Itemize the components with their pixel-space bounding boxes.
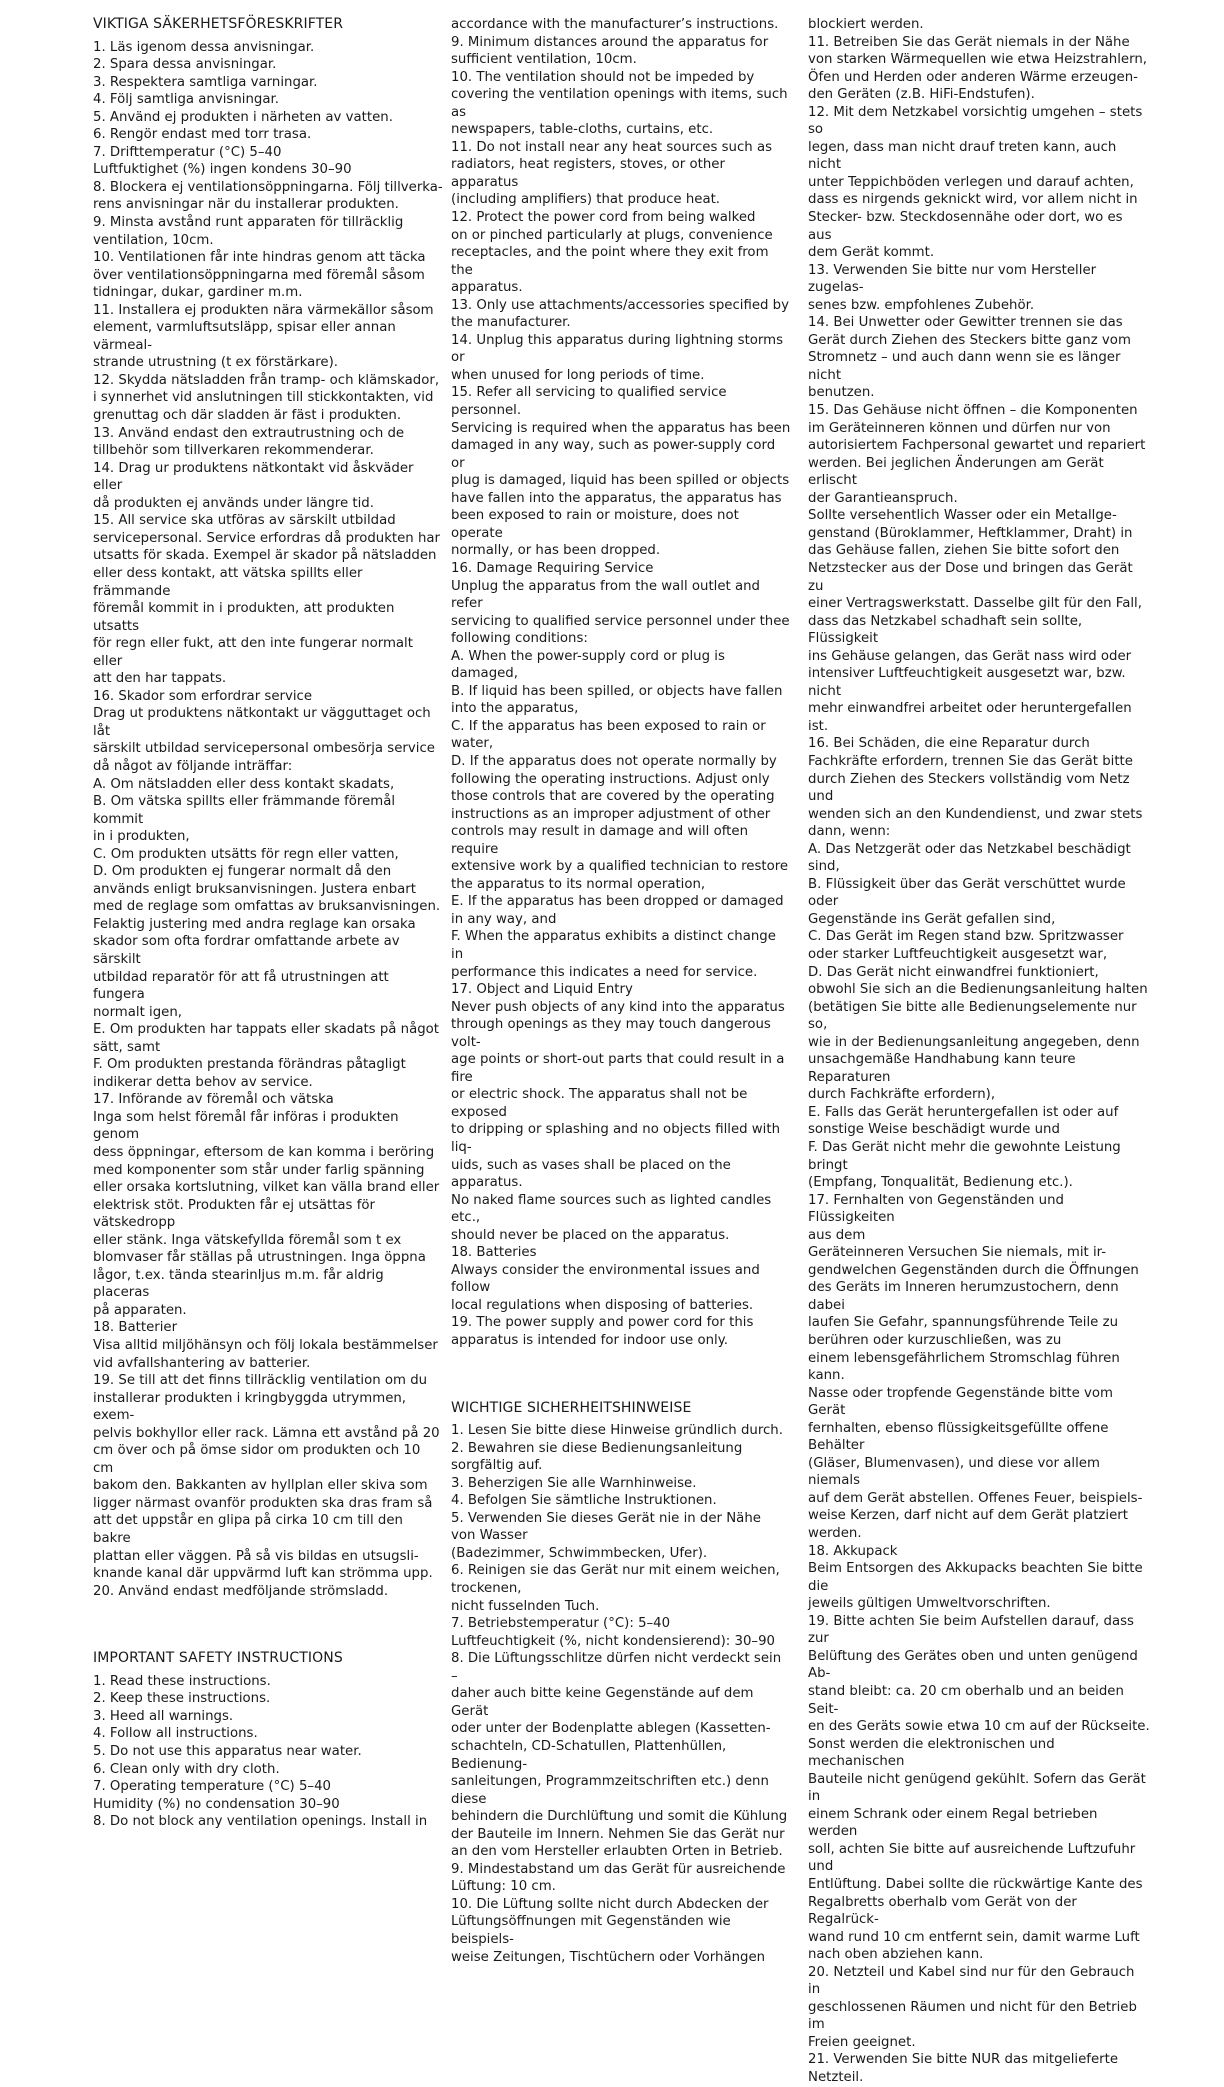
instruction-line: (including amplifiers) that produce heat. [451, 192, 721, 208]
instruction-line: der Garantieanspruch. [808, 490, 958, 506]
instruction-line: sanleitungen, Programmzeitschriften etc.) denn diese [451, 1774, 769, 1807]
instruction-line: A. Om nätsladden eller dess kontakt skadats, [93, 776, 395, 792]
instruction-line: 4. Följ samtliga anvisningar. [93, 92, 279, 108]
instruction-line: fernhalten, ebenso flüssigkeitsgefüllte offene Behälter [808, 1420, 1109, 1454]
instruction-line: Netzstecker aus der Dose und bringen das Gerät zu [808, 560, 1133, 594]
instruction-line: 18. Batterier [93, 1320, 178, 1336]
instruction-line: been exposed to rain or moisture, does not operate [451, 508, 739, 541]
instruction-line: genstand (Büroklammer, Heftklammer, Draht) in [808, 525, 1133, 541]
instruction-line: C. If the apparatus has been exposed to rain or [451, 718, 766, 734]
instruction-line: grenuttag och där sladden är fäst i produkten. [93, 408, 402, 424]
swedish-instructions [93, 39, 443, 1601]
instruction-line: durch Ziehen des Steckers vollständig vom Netz und [808, 771, 1130, 805]
instruction-line: 16. Bei Schäden, die eine Reparatur durch [808, 736, 1090, 752]
instruction-line: dann, wenn: [808, 824, 891, 840]
instruction-line: Sonst werden die elektronischen und mechanischen [808, 1736, 1055, 1770]
instruction-line: Humidity (%) no condensation 30–90 [93, 1796, 340, 1812]
instruction-line: 10. Ventilationen får inte hindras genom att täcka [93, 250, 426, 266]
instruction-line: 10. The ventilation should not be impeded by [451, 69, 755, 85]
instruction-line: water, [451, 736, 494, 752]
instruction-line: Always consider the environmental issues and follow [451, 1262, 760, 1296]
instruction-line: 11. Betreiben Sie das Gerät niemals in der Nähe [808, 34, 1130, 50]
instruction-line: wand rund 10 cm entfernt sein, damit warme Luft [808, 1929, 1140, 1945]
instruction-line: the manufacturer. [451, 315, 571, 331]
instruction-line: Luftfeuchtigkeit (%, nicht kondensierend): 30–90 [451, 1633, 776, 1649]
instruction-line: tidningar, dukar, gardiner m.m. [93, 285, 303, 301]
instruction-line: von starken Wärmequellen wie etwa Heizstrahlern, [808, 52, 1147, 68]
instruction-line: werden. [808, 1526, 862, 1542]
instruction-line: 5. Do not use this apparatus near water. [93, 1743, 362, 1759]
instruction-line: into the apparatus, [451, 701, 579, 717]
instruction-line: 7. Operating temperature (°C) 5–40 [93, 1779, 331, 1795]
instruction-line: servicing to qualified service personnel under thee [451, 613, 790, 629]
instruction-line: 19. The power supply and power cord for this [451, 1315, 754, 1331]
instruction-line: Never push objects of any kind into the apparatus [451, 999, 785, 1015]
instruction-line: 16. Damage Requiring Service [451, 560, 654, 576]
instruction-line: 1. Read these instructions. [93, 1673, 271, 1689]
instruction-line: 4. Follow all instructions. [93, 1726, 258, 1742]
instruction-line: 18. Batteries [451, 1245, 537, 1261]
instruction-line: oder starker Luftfeuchtigkeit ausgesetzt war, [808, 946, 1108, 962]
instruction-line: i synnerhet vid anslutningen till stickkontakten, vid [93, 390, 434, 406]
instruction-line: performance this indicates a need for service. [451, 964, 758, 980]
instruction-line: med komponenter som står under farlig spänning [93, 1162, 425, 1178]
instruction-line: tillbehör som tillverkaren rekommenderar. [93, 443, 374, 459]
instruction-line: obwohl Sie sich an die Bedienungsanleitung halten [808, 982, 1148, 998]
instruction-line: through openings as they may touch dangerous volt- [451, 1017, 771, 1050]
instruction-line: or electric shock. The apparatus shall not be exposed [451, 1087, 748, 1120]
instruction-line: blockiert werden. [808, 17, 924, 32]
instruction-line: ins Gehäuse gelangen, das Gerät nass wird oder [808, 648, 1132, 664]
instruction-line: F. Das Gerät nicht mehr die gewohnte Leistung bringt [808, 1140, 1121, 1173]
instruction-line: 2. Keep these instructions. [93, 1691, 271, 1707]
instruction-line: normally, or has been dropped. [451, 543, 661, 559]
instruction-line: särskilt utbildad servicepersonal ombesörja service [93, 741, 435, 757]
instruction-line: Beim Entsorgen des Akkupacks beachten Sie bitte die [808, 1561, 1143, 1594]
instruction-line: B. Om vätska spillts eller främmande föremål kommit [93, 794, 396, 827]
instruction-line: 6. Clean only with dry cloth. [93, 1761, 280, 1777]
english-instructions-part1 [93, 1673, 443, 1831]
instruction-line: (Empfang, Tonqualität, Bedienung etc.). [808, 1175, 1073, 1191]
instruction-line: 9. Mindestabstand um das Gerät für ausreichende [451, 1861, 786, 1877]
instruction-line: plattan eller väggen. På så vis bildas en utsugsli- [93, 1548, 419, 1564]
german-instructions-part2 [808, 16, 1150, 2087]
instruction-line: Servicing is required when the apparatus has been [451, 420, 791, 436]
instruction-line: legen, dass man nicht drauf treten kann, auch nicht [808, 139, 1117, 173]
instruction-line: nicht fusselnden Tuch. [451, 1598, 600, 1614]
instruction-line: those controls that are covered by the operating [451, 789, 775, 805]
instruction-line: 15. Das Gehäuse nicht öffnen – die Komponenten [808, 403, 1138, 419]
english-instructions-part2 [451, 16, 791, 1350]
instruction-line: över ventilationsöppningarna med föremål såsom [93, 267, 425, 283]
instruction-line: Felaktig justering med andra reglage kan orsaka [93, 916, 416, 932]
instruction-line: stand bleibt: ca. 20 cm oberhalb und an beiden Seit- [808, 1683, 1124, 1717]
instruction-line: 16. Skador som erfordrar service [93, 688, 313, 704]
instruction-line: senes bzw. empfohlenes Zubehör. [808, 297, 1035, 313]
instruction-line: following conditions: [451, 631, 588, 647]
instruction-line: 14. Bei Unwetter oder Gewitter trennen sie das [808, 315, 1123, 331]
instruction-line: should never be placed on the apparatus. [451, 1227, 730, 1243]
instruction-line: werden. Bei jeglichen Änderungen am Gerät erlischt [808, 455, 1104, 489]
instruction-line: Öfen und Herden oder anderen Wärme erzeugen- [808, 69, 1138, 85]
instruction-line: 5. Använd ej produkten i närheten av vatten. [93, 109, 393, 125]
instruction-line: 12. Mit dem Netzkabel vorsichtig umgehen – stets so [808, 104, 1143, 138]
instruction-line: radiators, heat registers, stoves, or other apparatus [451, 157, 725, 190]
instruction-line: ligger närmast ovanför produkten ska dras fram så [93, 1495, 433, 1511]
instruction-line: den Geräten (z.B. HiFi-Endstufen). [808, 87, 1035, 103]
instruction-line: 19. Bitte achten Sie beim Aufstellen darauf, dass zur [808, 1613, 1134, 1647]
instruction-line: strande utrustning (t ex förstärkare). [93, 355, 339, 371]
instruction-line: då produkten ej används under längre tid. [93, 495, 374, 511]
instruction-line: 4. Befolgen Sie sämtliche Instruktionen. [451, 1493, 717, 1509]
instruction-line: 1. Lesen Sie bitte diese Hinweise gründlich durch. [451, 1423, 783, 1439]
instruction-line: D. Om produkten ej fungerar normalt då den [93, 864, 392, 880]
instruction-line: Gerät durch Ziehen des Steckers bitte ganz vom [808, 332, 1131, 348]
instruction-line: eller dess kontakt, att vätska spillts eller främmande [93, 565, 363, 599]
instruction-line: 1. Läs igenom dessa anvisningar. [93, 39, 315, 55]
instruction-line: lågor, t.ex. tända stearinljus m.m. får aldrig placeras [93, 1267, 384, 1301]
instruction-line: normalt igen, [93, 1004, 183, 1020]
instruction-line: sufficient ventilation, 10cm. [451, 52, 637, 68]
instruction-line: sätt, samt [93, 1039, 161, 1055]
instruction-line: 17. Fernhalten von Gegenständen und Flüssigkeiten [808, 1192, 1064, 1226]
instruction-line: servicepersonal. Service erfordras då produkten har [93, 530, 441, 546]
instruction-line: E. Om produkten har tappats eller skadats på något [93, 1022, 440, 1038]
instruction-line: ventilation, 10cm. [93, 232, 214, 248]
instruction-line: sind, [808, 859, 840, 875]
instruction-line: 9. Minimum distances around the apparatus for [451, 34, 769, 50]
instruction-line: då något av följande inträffar: [93, 758, 293, 774]
instruction-line: C. Om produkten utsätts för regn eller vatten, [93, 846, 399, 862]
instruction-line: 20. Netzteil und Kabel sind nur für den Gebrauch in [808, 1964, 1135, 1998]
instruction-line: A. Das Netzgerät oder das Netzkabel beschädigt [808, 841, 1131, 857]
instruction-line: soll, achten Sie bitte auf ausreichende Luftzufuhr und [808, 1841, 1136, 1875]
instruction-line: 13. Använd endast den extrautrustning och de [93, 425, 405, 441]
instruction-line: Bauteile nicht genügend gekühlt. Sofern das Gerät in [808, 1771, 1146, 1805]
instruction-line: Regalbretts oberhalb vom Gerät von der Regalrück- [808, 1894, 1077, 1928]
instruction-line: (Gläser, Blumenvasen), und diese vor allem niemals [808, 1455, 1100, 1489]
instruction-line: der Bauteile im Innern. Nehmen Sie das Gerät nur [451, 1826, 785, 1842]
instruction-line: an den vom Hersteller erlaubten Orten in Betrieb. [451, 1844, 783, 1860]
instruction-line: benutzen. [808, 385, 875, 401]
instruction-line: 6. Reinigen sie das Gerät nur mit einem weichen, [451, 1563, 780, 1579]
instruction-line: 3. Beherzigen Sie alle Warnhinweise. [451, 1475, 697, 1491]
instruction-line: dem Gerät kommt. [808, 245, 935, 261]
instruction-line: pelvis bokhyllor eller rack. Lämna ett avstånd på 20 [93, 1425, 440, 1441]
instruction-line: intensiver Luftfeuchtigkeit ausgesetzt war, bzw. nicht [808, 666, 1126, 699]
instruction-line: dass es nirgends geknickt wird, vor allem nicht in [808, 192, 1138, 208]
instruction-line: accordance with the manufacturer’s instructions. [451, 17, 779, 32]
instruction-line: 12. Protect the power cord from being walked [451, 210, 756, 226]
instruction-line: dass das Netzkabel schadhaft sein sollte, Flüssigkeit [808, 613, 1083, 647]
instruction-line: Lüftung: 10 cm. [451, 1879, 556, 1895]
instruction-line: bakom den. Bakkanten av hyllplan eller skiva som [93, 1478, 428, 1494]
section-spacer [93, 1600, 443, 1650]
instruction-line: durch Fachkräfte erfordern), [808, 1087, 996, 1103]
instruction-line: autorisiertem Fachpersonal gewartet und repariert [808, 438, 1146, 454]
swedish-section-title: VIKTIGA SÄKERHETSFÖRESKRIFTER [93, 16, 344, 32]
instruction-line: age points or short-out parts that could result in a fire [451, 1052, 785, 1085]
instruction-line: utbildad reparatör för att få utrustningen att fungera [93, 969, 389, 1003]
section-spacer [451, 1350, 791, 1400]
instruction-line: F. When the apparatus exhibits a distinct change in [451, 929, 776, 962]
instruction-line: 15. Refer all servicing to qualified service personnel. [451, 385, 727, 419]
instruction-line: jeweils gültigen Umweltvorschriften. [808, 1596, 1051, 1612]
instruction-line: das Gehäuse fallen, ziehen Sie bitte sofort den [808, 543, 1120, 559]
instruction-line: 12. Skydda nätsladden från tramp- och klämskador, [93, 372, 440, 388]
instruction-line: Belüftung des Gerätes oben und unten genügend Ab- [808, 1648, 1138, 1682]
instruction-line: oder unter der Bodenplatte ablegen (Kassetten- [451, 1721, 771, 1737]
instruction-line: 7. Drifttemperatur (°C) 5–40 [93, 144, 282, 160]
instruction-line: 14. Drag ur produktens nätkontakt vid åskväder eller [93, 460, 414, 494]
instruction-line: Gegenstände ins Gerät gefallen sind, [808, 911, 1056, 927]
instruction-line: when unused for long periods of time. [451, 367, 705, 383]
instruction-line: Geräteinneren Versuchen Sie niemals, mit ir- [808, 1245, 1107, 1261]
instruction-line: Nasse oder tropfende Gegenstände bitte vom Gerät [808, 1385, 1113, 1419]
instruction-line: 20. Använd endast medföljande strömsladd. [93, 1583, 389, 1599]
instruction-line: wenden sich an den Kundendienst, und zwar stets [808, 806, 1143, 822]
instruction-line: E. If the apparatus has been dropped or damaged [451, 894, 784, 910]
instruction-line: blomvaser får ställas på utrustningen. Inga öppna [93, 1250, 426, 1266]
instruction-line: unter Teppichböden verlegen und darauf achten, [808, 174, 1134, 190]
instruction-line: E. Falls das Gerät heruntergefallen ist oder auf [808, 1104, 1119, 1120]
instruction-line: sorgfältig auf. [451, 1458, 543, 1474]
instruction-line: (Badezimmer, Schwimmbecken, Ufer). [451, 1545, 708, 1561]
instruction-line: Luftfuktighet (%) ingen kondens 30–90 [93, 162, 352, 178]
german-instructions-part1 [451, 1422, 791, 1966]
instruction-line: to dripping or splashing and no objects filled with liq- [451, 1122, 781, 1155]
instruction-line: cm över och på ömse sidor om produkten och 10 cm [93, 1443, 421, 1476]
instruction-line: eller orsaka kortslutning, vilket kan välla brand eller [93, 1180, 440, 1196]
instruction-line: 3. Heed all warnings. [93, 1708, 234, 1724]
instruction-line: on or pinched particularly at plugs, convenience [451, 227, 773, 243]
instruction-line: används enligt bruksanvisningen. Justera enbart [93, 881, 416, 897]
instruction-line: auf dem Gerät abstellen. Offenes Feuer, beispiels- [808, 1490, 1143, 1506]
instruction-line: F. Om produkten prestanda förändras påtagligt [93, 1057, 406, 1073]
instruction-line: Drag ut produktens nätkontakt ur vägguttaget och låt [93, 706, 431, 739]
column-right [808, 16, 1150, 2087]
instruction-line: 19. Se till att det finns tillräcklig ventilation om du [93, 1373, 428, 1389]
instruction-line: 10. Die Lüftung sollte nicht durch Abdecken der [451, 1896, 769, 1912]
instruction-line: extensive work by a qualified technician to restore [451, 859, 789, 875]
instruction-line: eller stänk. Inga vätskefyllda föremål som t ex [93, 1232, 402, 1248]
instruction-line: damaged in any way, such as power-supply cord or [451, 438, 776, 471]
instruction-line: installerar produkten i kringbyggda utrymmen, exem- [93, 1390, 407, 1424]
instruction-line: att det uppstår en glipa på cirka 10 cm till den bakre [93, 1513, 403, 1547]
instruction-line: aus dem [808, 1227, 866, 1243]
instruction-line: newspapers, table-cloths, curtains, etc. [451, 122, 714, 138]
instruction-line: 17. Object and Liquid Entry [451, 982, 633, 998]
instruction-line: Stecker- bzw. Steckdosennähe oder dort, wo es aus [808, 210, 1123, 243]
instruction-line: einem Schrank oder einem Regal betrieben werden [808, 1806, 1098, 1840]
instruction-line: 15. All service ska utföras av särskilt utbildad [93, 513, 396, 529]
column-middle [451, 16, 791, 1966]
instruction-line: 2. Spara dessa anvisningar. [93, 57, 277, 73]
instruction-line: following the operating instructions. Adjust only [451, 771, 770, 787]
instruction-line: sonstige Weise beschädigt wurde und [808, 1122, 1060, 1138]
instruction-line: des Geräts im Inneren herumzustochern, denn dabei [808, 1280, 1119, 1313]
instruction-line: Unplug the apparatus from the wall outlet and refer [451, 578, 760, 612]
instruction-line: apparatus. [451, 280, 523, 296]
instruction-line: uids, such as vases shall be placed on the apparatus. [451, 1157, 731, 1191]
instruction-line: B. If liquid has been spilled, or objects have fallen [451, 683, 783, 699]
instruction-line: controls may result in damage and will often require [451, 824, 749, 857]
instruction-line: behindern die Durchlüftung und somit die Kühlung [451, 1809, 788, 1825]
instruction-line: rens anvisningar när du installerar produkten. [93, 197, 399, 213]
instruction-line: covering the ventilation openings with items, such as [451, 87, 788, 120]
instruction-line: föremål kommit in i produkten, att produkten utsatts [93, 601, 395, 634]
instruction-line: Visa alltid miljöhänsyn och följ lokala bestämmelser [93, 1338, 438, 1354]
instruction-line: wie in der Bedienungsanleitung angegeben, denn [808, 1034, 1140, 1050]
instruction-line: einem lebensgefährlichem Stromschlag führen kann. [808, 1350, 1120, 1384]
instruction-line: 11. Installera ej produkten nära värmekällor såsom [93, 302, 434, 318]
instruction-line: Inga som helst föremål får införas i produkten genom [93, 1109, 399, 1143]
instruction-line: 14. Unplug this apparatus during lightning storms or [451, 332, 784, 366]
instruction-line: in any way, and [451, 911, 557, 927]
instruction-line: nach oben abziehen kann. [808, 1947, 984, 1963]
instruction-line: vid avfallshantering av batterier. [93, 1355, 311, 1371]
instruction-line: Sollte versehentlich Wasser oder ein Metallge- [808, 508, 1117, 524]
instruction-line: weise Zeitungen, Tischtüchern oder Vorhängen [451, 1949, 766, 1965]
instruction-line: elektrisk stöt. Produkten får ej utsättas för vätskedropp [93, 1197, 375, 1231]
instruction-line: 13. Only use attachments/accessories specified by [451, 297, 789, 313]
instruction-line: 21. Verwenden Sie bitte NUR das mitgelieferte [808, 2052, 1119, 2068]
instruction-line: the apparatus to its normal operation, [451, 876, 706, 892]
instruction-line: receptacles, and the point where they exit from the [451, 245, 769, 278]
instruction-line: att den har tappats. [93, 671, 227, 687]
instruction-line: 8. Do not block any ventilation openings. Install in [93, 1814, 428, 1830]
instruction-line: trockenen, [451, 1581, 522, 1597]
instruction-line: von Wasser [451, 1528, 528, 1544]
english-section-title: IMPORTANT SAFETY INSTRUCTIONS [93, 1650, 343, 1667]
instruction-line: Netzteil. [808, 2069, 864, 2085]
instruction-line: med de reglage som omfattas av bruksanvisningen. [93, 899, 441, 915]
instruction-line: (betätigen Sie bitte alle Bedienungselemente nur so, [808, 999, 1137, 1033]
instruction-line: berühren oder kurzuschließen, was zu [808, 1333, 1062, 1349]
instruction-line: 3. Respektera samtliga varningar. [93, 74, 318, 90]
instruction-line: unsachgemäße Handhabung kann teure Reparaturen [808, 1052, 1076, 1085]
instruction-line: have fallen into the apparatus, the apparatus has [451, 490, 782, 506]
instruction-line: B. Flüssigkeit über das Gerät verschüttet wurde oder [808, 876, 1126, 910]
german-section-title: WICHTIGE SICHERHEITSHINWEISE [451, 1399, 692, 1416]
instruction-line: laufen Sie Gefahr, spannungsführende Teile zu [808, 1315, 1118, 1331]
instruction-line: C. Das Gerät im Regen stand bzw. Spritzwasser [808, 929, 1124, 945]
instruction-line: No naked flame sources such as lighted candles etc., [451, 1192, 772, 1226]
instruction-line: utsatts för skada. Exempel är skador på nätsladden [93, 548, 437, 564]
instruction-line: 17. Införande av föremål och vätska [93, 1092, 334, 1108]
instruction-line: dess öppningar, eftersom de kan komma i beröring [93, 1145, 435, 1160]
instruction-line: 8. Blockera ej ventilationsöppningarna. Följ tillverka- [93, 179, 443, 195]
instruction-line: 7. Betriebstemperatur (°C): 5–40 [451, 1616, 671, 1632]
instruction-line: skador som ofta fordrar omfattande arbete av särskilt [93, 934, 400, 967]
instruction-line: local regulations when disposing of batteries. [451, 1297, 754, 1313]
instruction-line: 13. Verwenden Sie bitte nur vom Hersteller zugelas- [808, 262, 1097, 296]
instruction-line: 5. Verwenden Sie dieses Gerät nie in der Nähe [451, 1510, 761, 1526]
instruction-line: Fachkräfte erfordern, trennen Sie das Gerät bitte [808, 753, 1133, 769]
instruction-line: Stromnetz – und auch dann wenn sie es länger nicht [808, 350, 1121, 383]
instruction-line: 6. Rengör endast med torr trasa. [93, 127, 312, 143]
instruction-line: plug is damaged, liquid has been spilled or objects [451, 473, 790, 489]
instruction-line: element, varmluftsutsläpp, spisar eller annan värmeal- [93, 320, 396, 353]
instruction-line: A. When the power-supply cord or plug is damaged, [451, 648, 725, 682]
instruction-line: weise Kerzen, darf nicht auf dem Gerät platziert [808, 1508, 1128, 1524]
instruction-line: einer Vertragswerkstatt. Dasselbe gilt für den Fall, [808, 596, 1142, 612]
instruction-line: 2. Bewahren sie diese Bedienungsanleitung [451, 1440, 743, 1456]
instruction-line: en des Geräts sowie etwa 10 cm auf der Rückseite. [808, 1719, 1150, 1735]
instruction-line: Freien geeignet. [808, 2034, 916, 2050]
instruction-line: im Geräteinneren können und dürfen nur von [808, 420, 1111, 436]
instruction-line: på apparaten. [93, 1302, 187, 1318]
instruction-line: 11. Do not install near any heat sources such as [451, 139, 773, 155]
instruction-line: för regn eller fukt, att den inte fungerar normalt eller [93, 636, 413, 669]
instruction-line: Lüftungsöffnungen mit Gegenständen wie beispiels- [451, 1914, 731, 1947]
instruction-line: indikerar detta behov av service. [93, 1074, 313, 1090]
instruction-line: apparatus is intended for indoor use only. [451, 1333, 728, 1349]
instruction-line: schachteln, CD-Schatullen, Plattenhüllen, Bedienung- [451, 1738, 727, 1772]
instruction-line: D. If the apparatus does not operate normally by [451, 753, 777, 769]
column-left [93, 16, 443, 1831]
instruction-line: 9. Minsta avstånd runt apparaten för tillräcklig [93, 215, 404, 231]
instruction-line: 18. Akkupack [808, 1543, 898, 1559]
instruction-line: D. Das Gerät nicht einwandfrei funktioniert, [808, 964, 1099, 980]
instruction-line: instructions as an improper adjustment of other [451, 806, 771, 822]
instruction-line: daher auch bitte keine Gegenstände auf dem Gerät [451, 1686, 754, 1719]
instruction-line: in i produkten, [93, 829, 190, 845]
instruction-line: 8. Die Lüftungsschlitze dürfen nicht verdeckt sein – [451, 1651, 782, 1684]
instruction-line: Entlüftung. Dabei sollte die rückwärtige Kante des [808, 1876, 1143, 1892]
instruction-line: mehr einwandfrei arbeitet oder heruntergefallen ist. [808, 701, 1132, 734]
instruction-line: gendwelchen Gegenständen durch die Öffnungen [808, 1262, 1139, 1278]
instruction-line: knande kanal där uppvärmd luft kan strömma upp. [93, 1566, 433, 1582]
instruction-line: geschlossenen Räumen und nicht für den Betrieb im [808, 1999, 1137, 2033]
